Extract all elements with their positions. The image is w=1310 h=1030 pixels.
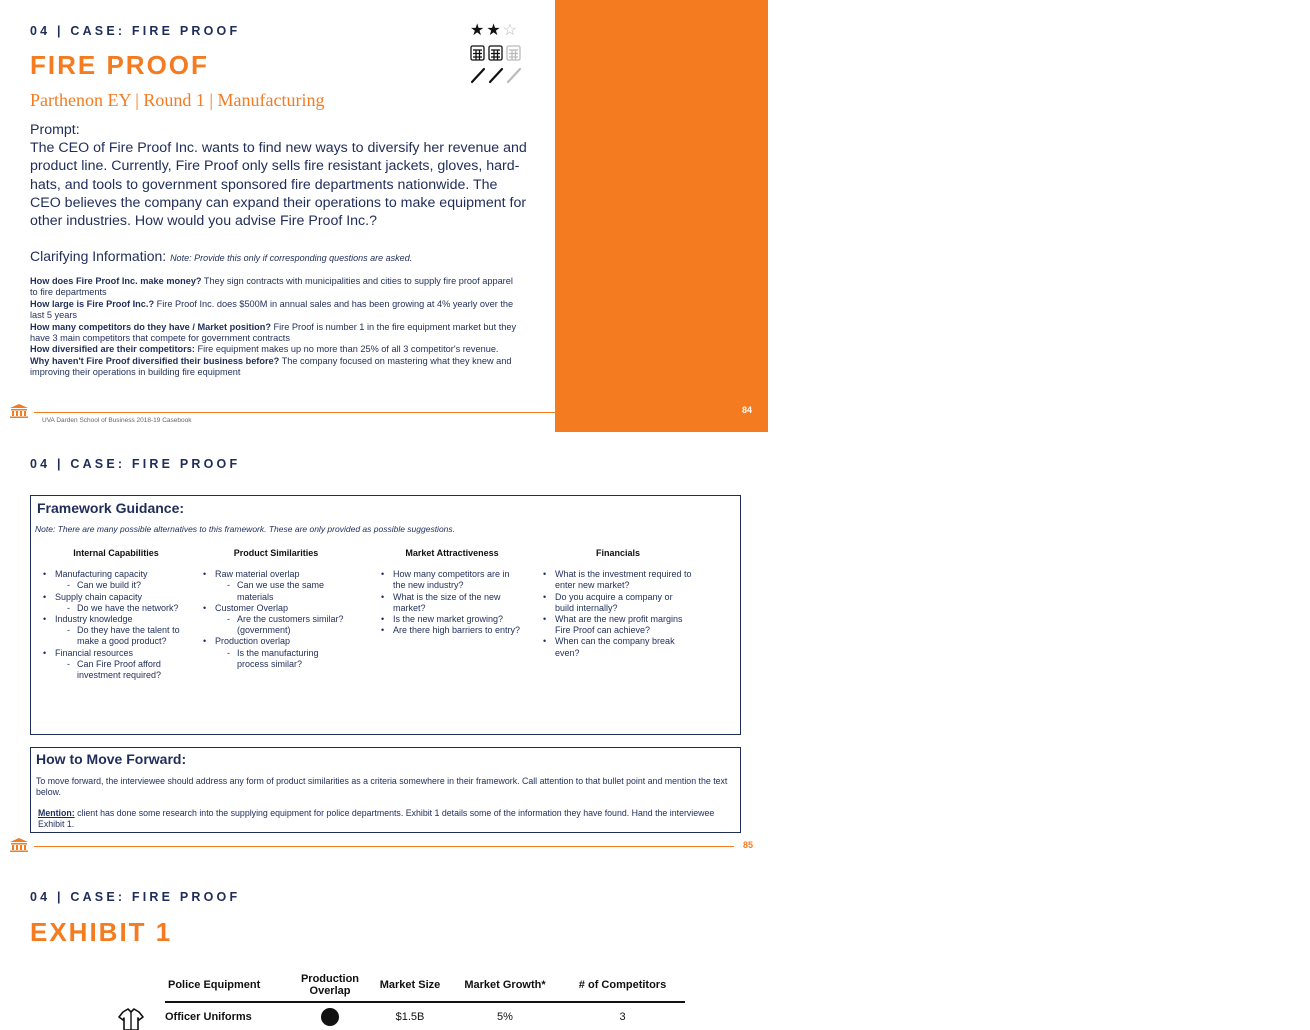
framework-subitem: - Can Fire Proof afford investment required?	[43, 659, 189, 681]
move-forward-title: How to Move Forward:	[36, 751, 187, 767]
column-heading: Internal Capabilities	[73, 548, 159, 558]
framework-item: • Customer Overlap	[203, 603, 349, 614]
framework-column-internal	[43, 548, 189, 681]
prompt-block	[30, 121, 530, 230]
clarifying-qa-list	[30, 276, 522, 379]
column-header: Market Growth*	[450, 968, 560, 1002]
column-header: Market Size	[370, 968, 450, 1002]
table-row	[165, 1002, 685, 1030]
star-rating	[470, 20, 522, 42]
case-title: FIRE PROOF	[30, 50, 209, 80]
behavioral-question-2: 2. Tell me about a time where you had to make a decision with limited information. What was your approach?	[1145, 216, 1299, 339]
framework-subitem: - Is the manufacturing process similar?	[203, 648, 349, 670]
column-header: Police Equipment	[165, 968, 290, 1002]
section-label: 04 | CASE: FIRE PROOF	[30, 457, 241, 471]
behavioral-question-1: 1. What is your favorite class at Darden and why?	[1145, 151, 1291, 197]
star-icon: ★	[486, 22, 501, 39]
mention-text: Mention: client has done some research into the supplying equipment for police departments. Exhibit 1 details some of the information they have found. Hand the interviewee Exhibit 1.	[38, 808, 715, 829]
move-forward-text: To move forward, the interviewee should address any form of product similarities as a criteria somewhere in their framework. Call attention to that bullet point and mention the text below.	[36, 776, 728, 797]
star-icon: ☆	[502, 22, 518, 39]
framework-note: Note: There are many possible alternatives to this framework. These are only provided as possible suggestions.	[35, 524, 456, 534]
exhibit-table	[165, 968, 685, 1030]
move-forward-box	[30, 747, 741, 833]
uniform-icon	[118, 1008, 144, 1030]
page-number: 85	[743, 840, 754, 850]
framework-subitem: - Can we use the same materials	[203, 580, 349, 602]
equipment-name: Officer Uniforms	[165, 1010, 252, 1023]
framework-item: • Manufacturing capacity	[43, 569, 189, 580]
framework-item: • Is the new market growing?	[381, 614, 523, 625]
qa-item: How does Fire Proof Inc. make money? They sign contracts with municipalities and cities to supply fire proof apparel to fire departments	[30, 276, 513, 298]
prompt-label: Prompt:	[30, 122, 80, 138]
darden-building-icon	[10, 404, 28, 418]
case-subtitle: Parthenon EY | Round 1 | Manufacturing	[30, 90, 325, 110]
page-84	[0, 0, 1299, 432]
mention-label: Mention:	[38, 808, 75, 818]
framework-subitem: - Are the customers similar? (government)	[203, 614, 349, 636]
framework-item: • Raw material overlap	[203, 569, 349, 580]
framework-item: • What are the new profit margins Fire Proof can achieve?	[543, 614, 693, 636]
market-size-cell: $1.5B	[395, 1010, 425, 1023]
framework-column-market	[381, 548, 523, 636]
calculator-icon	[470, 45, 522, 61]
prompt-text: The CEO of Fire Proof Inc. wants to find new ways to diversify her revenue and product line. Currently, Fire Proof only sells fire resistant jackets, gloves, hard-hats, and tools to government sponsored fire departments nationwide. The CEO believes the company can expand their operations to make equipment for other industries. How would you advise Fire Proof Inc.?	[30, 140, 527, 230]
column-header: Production Overlap	[290, 968, 370, 1002]
framework-item: • When can the company break even?	[543, 636, 693, 658]
framework-title: Framework Guidance:	[37, 500, 185, 516]
full-overlap-icon	[321, 1008, 339, 1026]
star-icon: ★	[470, 22, 485, 39]
framework-item: • What is the investment required to enter new market?	[543, 569, 693, 591]
clarifying-note: Note: Provide this only if corresponding questions are asked.	[170, 253, 413, 263]
qa-item: How large is Fire Proof Inc.? Fire Proof Inc. does $500M in annual sales and has been growing at 4% yearly over the last 5 years	[30, 298, 514, 321]
column-header: # of Competitors	[560, 968, 685, 1002]
framework-item: • What is the size of the new market?	[381, 592, 523, 614]
framework-column-product	[203, 548, 349, 670]
framework-item: • Industry knowledge	[43, 614, 189, 625]
framework-column-financials	[543, 548, 693, 659]
framework-subitem: - Do they have the talent to make a good product?	[43, 625, 189, 647]
behavioral-sidebar	[555, 0, 1299, 432]
table-header-row	[165, 968, 685, 1002]
page-number: 84	[742, 405, 753, 415]
framework-item: • Are there high barriers to entry?	[381, 625, 523, 636]
footer-rule	[34, 412, 555, 413]
market-growth-cell: 5%	[497, 1010, 513, 1023]
section-label: 04 | CASE: FIRE PROOF	[30, 24, 241, 38]
competitors-cell: 3	[619, 1010, 626, 1023]
framework-item: • Supply chain capacity	[43, 592, 189, 603]
framework-subitem: - Can we build it?	[43, 580, 189, 591]
framework-item: • Financial resources	[43, 648, 189, 659]
pen-rating	[470, 64, 522, 86]
section-label: 04 | CASE: FIRE PROOF	[30, 890, 241, 904]
exhibit-title: EXHIBIT 1	[30, 917, 173, 947]
qa-item: How diversified are their competitors: Fire equipment makes up no more than 25% of all 3 competitor's revenue.	[30, 344, 499, 355]
column-heading: Product Similarities	[233, 548, 319, 558]
darden-building-icon	[10, 838, 28, 852]
production-overlap-cell	[290, 1002, 370, 1030]
qa-item: How many competitors do they have / Market position? Fire Proof is number 1 in the fire equipment market but they have 3 main competitors that compete for government contracts	[30, 321, 517, 344]
footer-text: UVA Darden School of Business 2018-19 Casebook	[42, 417, 192, 424]
framework-item: • Production overlap	[203, 636, 349, 647]
framework-item: • How many competitors are in the new industry?	[381, 569, 523, 591]
clarifying-label: Clarifying Information:	[30, 248, 167, 264]
column-heading: Financials	[595, 548, 640, 558]
behavioral-heading: BEHAVIORAL INTERVIEW QUESTION:	[1145, 73, 1254, 118]
footer-rule	[34, 846, 734, 847]
calculator-rating	[470, 42, 522, 64]
pen-icon	[470, 67, 522, 83]
framework-item: • Do you acquire a company or build internally?	[543, 592, 693, 614]
column-heading: Market Attractiveness	[405, 548, 499, 558]
framework-guidance-box	[30, 495, 741, 735]
qa-item: Why haven't Fire Proof diversified their business before? The company focused on mastering what they knew and improving their operations in building fire equipment	[30, 355, 512, 378]
framework-subitem: - Do we have the network?	[43, 603, 189, 614]
clarifying-heading	[30, 248, 412, 264]
difficulty-ratings	[470, 20, 522, 86]
